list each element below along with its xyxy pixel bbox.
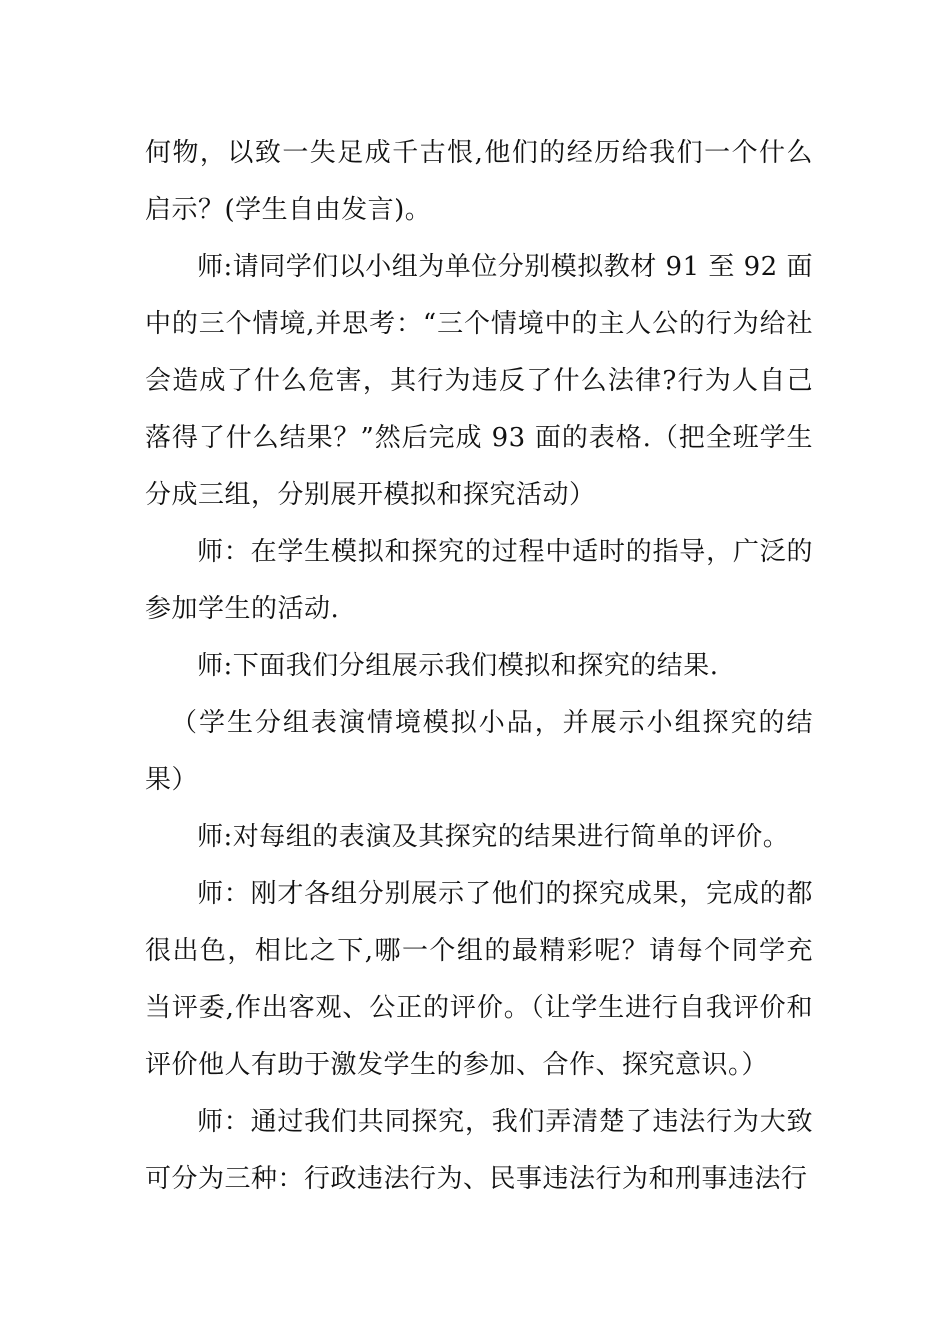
- document-body: [145, 125, 813, 1208]
- paragraph-teacher-guidance: 师：在学生模拟和探究的过程中适时的指导，广泛的参加学生的活动.: [145, 537, 813, 624]
- paragraph-teacher-presentation: 师:下面我们分组展示我们模拟和探究的结果.: [197, 651, 719, 681]
- paragraph-teacher-evaluation: 师:对每组的表演及其探究的结果进行简单的评价。: [197, 822, 790, 852]
- paragraph-student-performance: （学生分组表演情境模拟小品，并展示小组探究的结果）: [145, 708, 813, 795]
- paragraph-teacher-review: 师：刚才各组分别展示了他们的探究成果，完成的都很出色，相比之下,哪一个组的最精彩呢？请每个同学充当评委,作出客观、公正的评价。（让学生进行自我评价和评价他人有助于激发学生的参加、合作、探究意识。）: [145, 879, 813, 1080]
- paragraph-teacher-instruction: 师:请同学们以小组为单位分别模拟教材 91 至 92 面中的三个情境,并思考：“三个情境中的主人公的行为给社会造成了什么危害，其行为违反了什么法律?行为人自己落得了什么结果？”然后完成 93 面的表格.（把全班学生分成三组，分别展开模拟和探究活动）: [145, 252, 813, 510]
- paragraph-continuation: 何物，以致一失足成千古恨,他们的经历给我们一个什么启示？(学生自由发言)。: [145, 138, 813, 225]
- paragraph-teacher-summary: 师：通过我们共同探究，我们弄清楚了违法行为大致可分为三种：行政违法行为、民事违法行为和刑事违法行: [145, 1107, 813, 1194]
